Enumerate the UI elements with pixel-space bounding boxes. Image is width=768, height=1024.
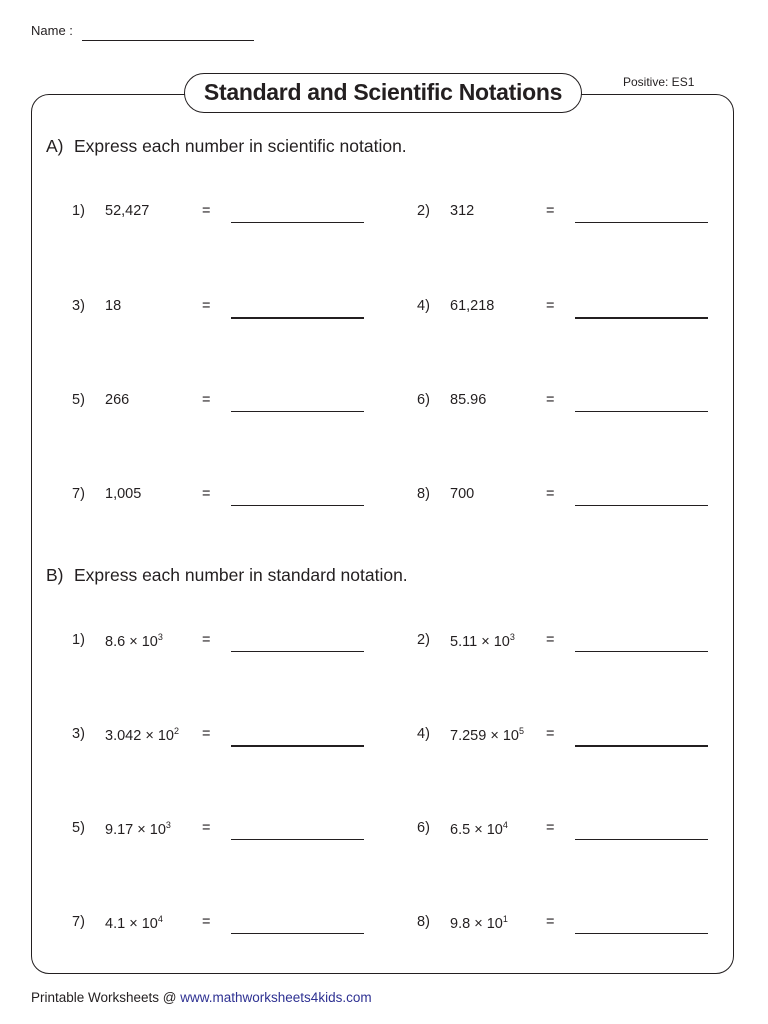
power-base: 10 [493, 634, 510, 650]
answer-blank[interactable] [575, 317, 708, 319]
equals-sign: = [202, 914, 211, 930]
exponent: 3 [165, 820, 171, 830]
problem-number: 4) [417, 726, 430, 742]
answer-blank[interactable] [231, 933, 364, 934]
power-base: 10 [141, 916, 158, 932]
section-letter: B) [46, 565, 64, 585]
equals-sign: = [546, 486, 555, 502]
name-input-line[interactable] [82, 40, 254, 41]
answer-blank[interactable] [575, 651, 708, 652]
problem-expression: 1,005 [105, 486, 142, 502]
power-base: 10 [141, 634, 158, 650]
equals-sign: = [546, 820, 555, 836]
worksheet-code: Positive: ES1 [623, 75, 695, 89]
coefficient: 7.259 [450, 728, 487, 744]
equals-sign: = [546, 632, 555, 648]
problem-expression [450, 632, 515, 650]
problem-number: 7) [72, 914, 85, 930]
footer-text: Printable Worksheets @ [31, 990, 181, 1005]
exponent: 3 [509, 632, 515, 642]
problem-number: 2) [417, 632, 430, 648]
answer-blank[interactable] [575, 933, 708, 934]
equals-sign: = [546, 392, 555, 408]
problem-number: 5) [72, 392, 85, 408]
answer-blank[interactable] [231, 222, 364, 223]
problem-expression [105, 820, 171, 838]
answer-blank[interactable] [231, 839, 364, 840]
times-sign: × [474, 916, 483, 932]
problem-number: 4) [417, 298, 430, 314]
times-sign: × [129, 634, 138, 650]
problem-expression: 52,427 [105, 203, 150, 219]
section-letter: A) [46, 136, 64, 156]
section-instruction: Express each number in standard notation. [74, 565, 408, 585]
times-sign: × [474, 822, 483, 838]
problem-number: 1) [72, 203, 85, 219]
problem-number: 6) [417, 392, 430, 408]
problem-number: 6) [417, 820, 430, 836]
answer-blank[interactable] [575, 222, 708, 223]
problem-expression: 61,218 [450, 298, 495, 314]
equals-sign: = [202, 298, 211, 314]
problem-expression: 18 [105, 298, 122, 314]
exponent: 1 [502, 914, 508, 924]
equals-sign: = [546, 914, 555, 930]
coefficient: 4.1 [105, 916, 126, 932]
equals-sign: = [202, 486, 211, 502]
equals-sign: = [546, 298, 555, 314]
problem-expression: 312 [450, 203, 475, 219]
equals-sign: = [202, 726, 211, 742]
times-sign: × [481, 634, 490, 650]
coefficient: 5.11 [450, 634, 478, 650]
coefficient: 9.8 [450, 916, 471, 932]
exponent: 3 [157, 632, 163, 642]
problem-expression [105, 632, 163, 650]
answer-blank[interactable] [231, 411, 364, 412]
section-a-title [46, 136, 407, 157]
problem-number: 3) [72, 726, 85, 742]
answer-blank[interactable] [575, 505, 708, 506]
problem-expression [450, 726, 524, 744]
exponent: 4 [502, 820, 508, 830]
equals-sign: = [202, 203, 211, 219]
coefficient: 6.5 [450, 822, 471, 838]
answer-blank[interactable] [231, 505, 364, 506]
exponent: 5 [518, 726, 524, 736]
power-base: 10 [157, 728, 174, 744]
worksheet-title: Standard and Scientific Notations [184, 73, 582, 113]
problem-expression [105, 914, 163, 932]
times-sign: × [490, 728, 499, 744]
problem-expression: 266 [105, 392, 130, 408]
problem-number: 2) [417, 203, 430, 219]
name-label: Name : [31, 23, 73, 38]
problem-number: 8) [417, 914, 430, 930]
power-base: 10 [149, 822, 166, 838]
equals-sign: = [202, 392, 211, 408]
footer [31, 990, 372, 1005]
answer-blank[interactable] [575, 839, 708, 840]
footer-link[interactable]: www.mathworksheets4kids.com [180, 990, 372, 1005]
equals-sign: = [546, 203, 555, 219]
problem-number: 7) [72, 486, 85, 502]
section-instruction: Express each number in scientific notation. [74, 136, 407, 156]
answer-blank[interactable] [575, 745, 708, 747]
problem-number: 3) [72, 298, 85, 314]
problem-number: 5) [72, 820, 85, 836]
coefficient: 8.6 [105, 634, 126, 650]
problem-expression: 700 [450, 486, 475, 502]
answer-blank[interactable] [231, 745, 364, 747]
equals-sign: = [202, 632, 211, 648]
problem-expression: 85.96 [450, 392, 487, 408]
answer-blank[interactable] [575, 411, 708, 412]
power-base: 10 [502, 728, 519, 744]
exponent: 2 [173, 726, 179, 736]
answer-blank[interactable] [231, 317, 364, 319]
times-sign: × [145, 728, 154, 744]
equals-sign: = [546, 726, 555, 742]
equals-sign: = [202, 820, 211, 836]
problem-number: 1) [72, 632, 85, 648]
answer-blank[interactable] [231, 651, 364, 652]
worksheet-frame [31, 94, 734, 974]
power-base: 10 [486, 822, 503, 838]
exponent: 4 [157, 914, 163, 924]
power-base: 10 [486, 916, 503, 932]
section-b-title [46, 565, 408, 586]
coefficient: 3.042 [105, 728, 142, 744]
problem-expression [105, 726, 179, 744]
coefficient: 9.17 [105, 822, 134, 838]
problem-number: 8) [417, 486, 430, 502]
problem-expression [450, 820, 508, 838]
problem-expression [450, 914, 508, 932]
times-sign: × [137, 822, 146, 838]
times-sign: × [129, 916, 138, 932]
